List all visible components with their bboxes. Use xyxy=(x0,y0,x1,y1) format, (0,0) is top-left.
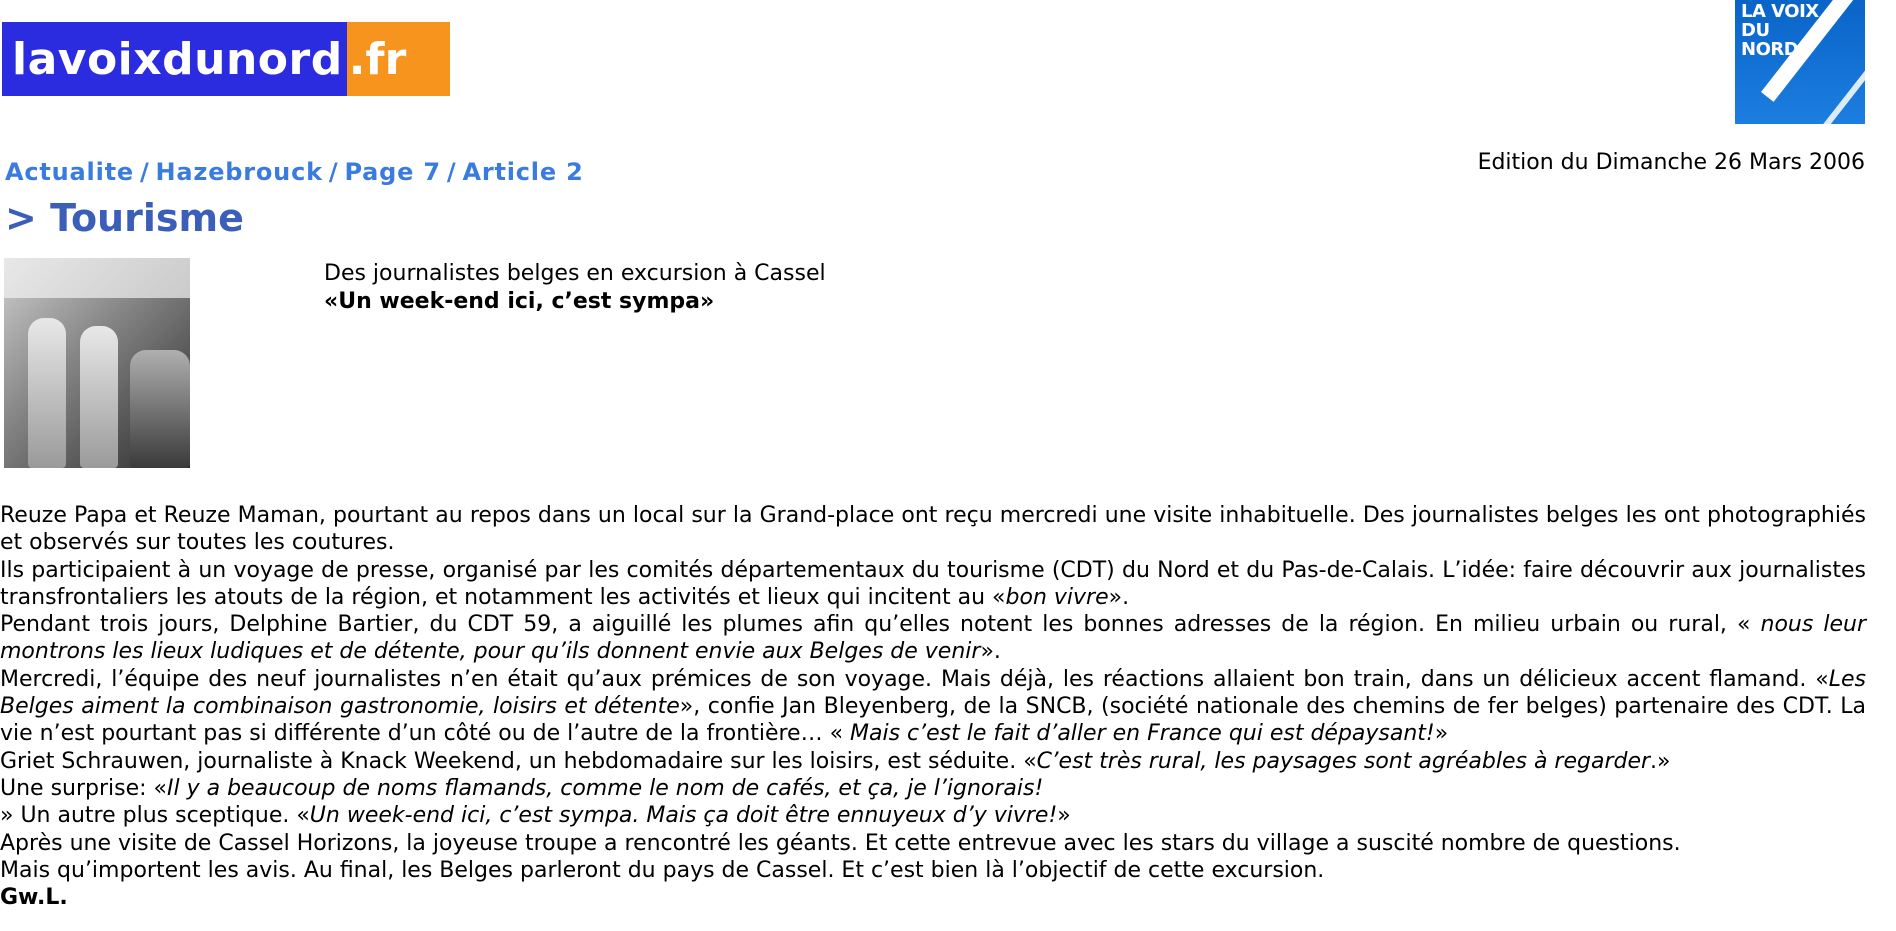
text: », confie Jan Bleyenberg, de la SNCB, (société nationale des chemins de fer belges) partenaire des CDT. La vie n’est pourtant pas si différente d’un côté ou de l’autre de la frontière… « xyxy=(0,694,1866,747)
text: » Un autre plus sceptique. « xyxy=(0,803,310,829)
edition-date: Edition du Dimanche 26 Mars 2006 xyxy=(1477,150,1865,175)
quote: Mais c’est le fait d’aller en France qui est dépaysant! xyxy=(850,721,1435,747)
article-paragraph: Reuze Papa et Reuze Maman, pourtant au repos dans un local sur la Grand-place ont reçu mercredi une visite inhabituelle. Des journalistes belges les ont photographiés et observés sur toutes les coutures. xyxy=(0,503,1866,556)
article-body xyxy=(0,502,1866,911)
site-logo-tld: .fr xyxy=(347,22,451,96)
breadcrumb-separator: / xyxy=(328,158,339,186)
text: Mercredi, l’équipe des neuf journalistes n’en était qu’aux prémices de son voyage. Mais déjà, les réactions allaient bon train, dans un délicieux accent flamand. « xyxy=(0,666,1829,692)
newspaper-logo-text xyxy=(1741,2,1819,59)
site-logo-name: lavoixdunord xyxy=(2,22,347,96)
text: » xyxy=(1057,803,1071,829)
site-logo[interactable] xyxy=(2,22,407,96)
article-signature: Gw.L. xyxy=(0,885,68,911)
breadcrumb-page[interactable]: Page 7 xyxy=(344,158,441,186)
road-stripe-thin-icon xyxy=(1817,37,1896,135)
article-paragraph xyxy=(0,748,1866,775)
article-paragraph xyxy=(0,557,1866,612)
headline-kicker: Des journalistes belges en excursion à Cassel xyxy=(324,261,826,286)
text: Ils participaient à un voyage de presse, organisé par les comités départementaux du tourisme (CDT) du Nord et du Pas-de-Calais. L’idée: faire découvrir aux journalistes transfrontaliers les atouts de la région, et notamment les activités et lieux qui incitent au « xyxy=(0,557,1866,610)
quote: Il y a beaucoup de noms flamands, comme le nom de cafés, et ça, je l’ignorais! xyxy=(167,775,1044,801)
photo-giant-figure xyxy=(28,318,66,468)
breadcrumb-separator: / xyxy=(446,158,457,186)
breadcrumb-actualite[interactable]: Actualite xyxy=(5,158,134,186)
text: .» xyxy=(1650,748,1671,774)
article-paragraph xyxy=(0,802,1866,829)
article-paragraph xyxy=(0,611,1866,666)
article-headline xyxy=(324,260,826,316)
text: Griet Schrauwen, journaliste à Knack Weekend, un hebdomadaire sur les loisirs, est séduite. « xyxy=(0,748,1037,774)
photo-person-figure xyxy=(130,350,190,468)
article-paragraph: Après une visite de Cassel Horizons, la joyeuse troupe a rencontré les géants. Et cette entrevue avec les stars du village a suscité nombre de questions. xyxy=(0,830,1681,856)
quote: nous leur montrons les lieux ludiques et de détente, pour qu’ils donnent envie aux Belges de venir xyxy=(0,612,1867,665)
quote: C’est très rural, les paysages sont agréables à regarder xyxy=(1036,748,1651,774)
text: Pendant trois jours, Delphine Bartier, du CDT 59, a aiguillé les plumes afin qu’elles notent les bonnes adresses de la région. En milieu urbain ou rural, « xyxy=(0,612,1761,638)
breadcrumb xyxy=(5,158,584,186)
newspaper-logo-line: NORD xyxy=(1741,39,1799,60)
text: ». xyxy=(1108,584,1130,610)
article-paragraph xyxy=(0,775,1866,802)
section-title: > Tourisme xyxy=(5,196,244,240)
photo-giant-figure xyxy=(80,326,118,468)
article-paragraph: Mais qu’importent les avis. Au final, les Belges parleront du pays de Cassel. Et c’est bien là l’objectif de cette excursion. xyxy=(0,857,1325,883)
text: » xyxy=(1434,721,1449,747)
photo-background xyxy=(4,258,190,298)
breadcrumb-separator: / xyxy=(139,158,150,186)
breadcrumb-hazebrouck[interactable]: Hazebrouck xyxy=(155,158,323,186)
article-photo xyxy=(4,258,190,468)
quote: Les Belges aiment la combinaison gastronomie, loisirs et détente xyxy=(0,666,1866,720)
newspaper-logo-line: LA VOIX xyxy=(1741,1,1819,22)
quote: Un week-end ici, c’est sympa. Mais ça doit être ennuyeux d’y vivre! xyxy=(309,803,1058,829)
article-paragraph xyxy=(0,666,1866,748)
newspaper-logo xyxy=(1735,0,1865,124)
headline-title: «Un week-end ici, c’est sympa» xyxy=(324,289,715,314)
page-header xyxy=(0,0,1869,128)
text: ». xyxy=(980,639,1001,665)
text: Une surprise: « xyxy=(0,775,168,801)
breadcrumb-article[interactable]: Article 2 xyxy=(462,158,584,186)
newspaper-logo-line: DU xyxy=(1741,20,1770,41)
quote: bon vivre xyxy=(1005,584,1109,610)
